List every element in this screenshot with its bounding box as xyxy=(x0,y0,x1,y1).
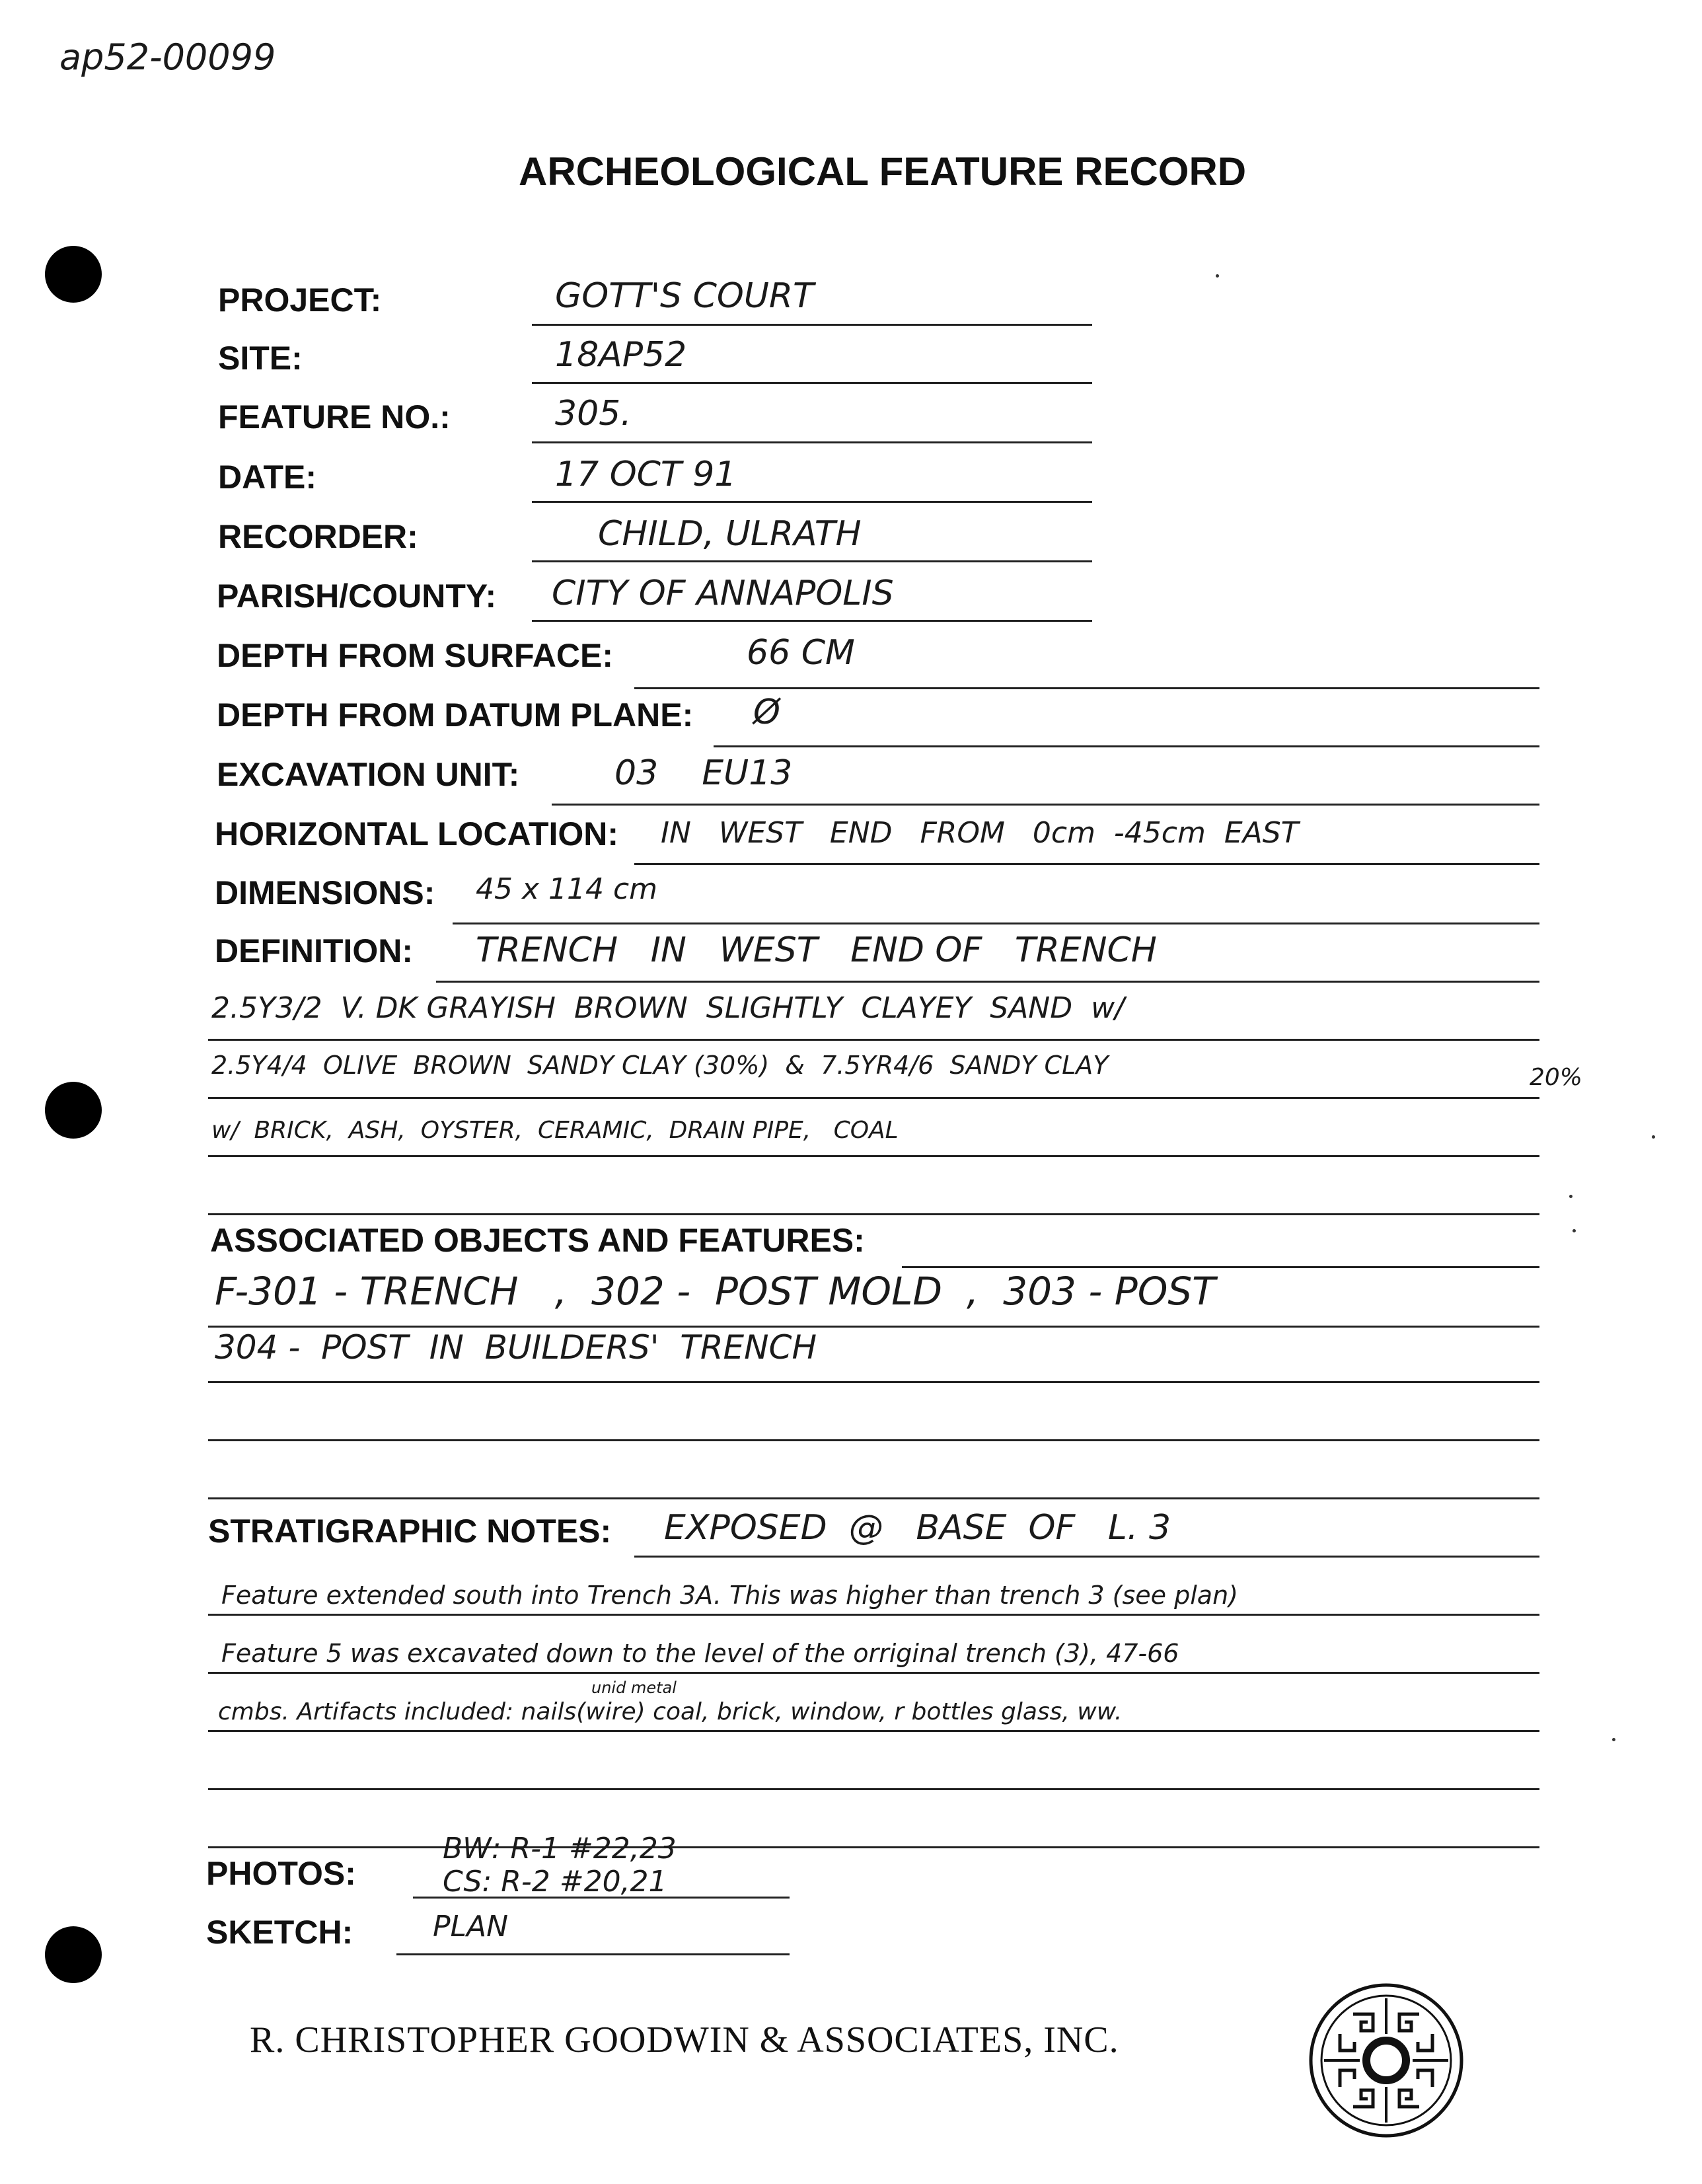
feature-no-label: FEATURE NO.: xyxy=(218,398,451,435)
date-underline xyxy=(532,501,1092,503)
excavation-unit-label: EXCAVATION UNIT: xyxy=(217,756,520,793)
speck xyxy=(1652,1135,1655,1139)
speck xyxy=(1612,1738,1615,1741)
depth-datum-value: Ø xyxy=(753,693,780,732)
company-name: R. CHRISTOPHER GOODWIN & ASSOCIATES, INC. xyxy=(250,2019,1119,2060)
project-label: PROJECT: xyxy=(218,282,382,319)
date-value: 17 OCT 91 xyxy=(555,455,737,494)
speck xyxy=(1216,274,1219,278)
stratigraphic-underline-1 xyxy=(208,1614,1539,1616)
stratigraphic-line-1: Feature extended south into Trench 3A. This was higher than trench 3 (see plan) xyxy=(221,1581,1238,1610)
excavation-unit-value: 03 EU13 xyxy=(614,753,793,793)
date-label: DATE: xyxy=(218,459,317,496)
definition-label: DEFINITION: xyxy=(215,932,413,969)
definition-line-3: 2.5Y4/4 OLIVE BROWN SANDY CLAY (30%) & 7.5YR4/6 SANDY CLAY xyxy=(211,1051,1109,1080)
definition-line-1: TRENCH IN WEST END OF TRENCH xyxy=(476,930,1157,970)
depth-surface-label: DEPTH FROM SURFACE: xyxy=(217,637,613,674)
parish-county-underline xyxy=(532,620,1092,622)
definition-line-3-note: 20% xyxy=(1530,1064,1583,1091)
site-label: SITE: xyxy=(218,340,303,377)
associated-underline-0 xyxy=(902,1266,1539,1268)
stratigraphic-line-3: cmbs. Artifacts included: nails(wire) coal, brick, window, r bottles glass, ww. xyxy=(218,1698,1123,1725)
definition-underline-4 xyxy=(208,1155,1539,1157)
stratigraphic-underline-4 xyxy=(208,1788,1539,1790)
definition-underline-3 xyxy=(208,1097,1539,1099)
recorder-value: CHILD, ULRATH xyxy=(598,514,862,554)
document-id: ap52-00099 xyxy=(59,36,276,78)
depth-surface-underline xyxy=(634,687,1539,689)
punch-hole-top xyxy=(45,246,102,303)
definition-underline-2 xyxy=(208,1039,1539,1041)
recorder-underline xyxy=(532,560,1092,562)
associated-underline-2 xyxy=(208,1381,1539,1383)
photos-underline xyxy=(413,1897,790,1899)
stratigraphic-underline-3 xyxy=(208,1730,1539,1732)
recorder-label: RECORDER: xyxy=(218,518,418,555)
photos-label: PHOTOS: xyxy=(206,1855,356,1892)
project-underline xyxy=(532,324,1092,326)
stratigraphic-line-3-insert: unid metal xyxy=(591,1678,677,1697)
excavation-unit-underline xyxy=(552,804,1539,806)
definition-line-2: 2.5Y3/2 V. DK GRAYISH BROWN SLIGHTLY CLAYEY SAND w/ xyxy=(211,991,1125,1025)
horizontal-location-value: IN WEST END FROM 0cm -45cm EAST xyxy=(661,816,1299,850)
feature-no-value: 305. xyxy=(555,394,632,433)
stratigraphic-underline-5 xyxy=(208,1846,1539,1848)
sketch-underline xyxy=(396,1953,790,1955)
depth-datum-underline xyxy=(714,745,1539,747)
sketch-label: SKETCH: xyxy=(206,1914,353,1951)
site-value: 18AP52 xyxy=(555,335,687,375)
definition-underline-1 xyxy=(436,981,1539,983)
form-title: ARCHEOLOGICAL FEATURE RECORD xyxy=(519,149,1247,194)
horizontal-location-underline xyxy=(634,863,1539,865)
dimensions-value: 45 x 114 cm xyxy=(476,872,658,906)
associated-line-1: F-301 - TRENCH , 302 - POST MOLD , 303 - POST xyxy=(215,1269,1216,1314)
stratigraphic-underline-0 xyxy=(634,1556,1539,1558)
stratigraphic-underline-2 xyxy=(208,1672,1539,1674)
associated-underline-3 xyxy=(208,1439,1539,1441)
stratigraphic-value: EXPOSED @ BASE OF L. 3 xyxy=(664,1508,1171,1548)
photos-cs: CS: R-2 #20,21 xyxy=(443,1865,667,1899)
depth-datum-label: DEPTH FROM DATUM PLANE: xyxy=(217,697,694,734)
company-logo-icon xyxy=(1307,1981,1465,2140)
project-value: GOTT'S COURT xyxy=(555,276,814,316)
parish-county-value: CITY OF ANNAPOLIS xyxy=(552,574,894,613)
speck xyxy=(1572,1229,1576,1232)
speck xyxy=(1569,1195,1572,1198)
associated-underline-4 xyxy=(208,1497,1539,1499)
photos-bw: BW: R-1 #22,23 xyxy=(443,1832,677,1865)
site-underline xyxy=(532,382,1092,384)
stratigraphic-label: STRATIGRAPHIC NOTES: xyxy=(208,1513,612,1550)
associated-underline-1 xyxy=(208,1326,1539,1328)
sketch-value: PLAN xyxy=(433,1910,509,1943)
punch-hole-middle xyxy=(45,1082,102,1139)
parish-county-label: PARISH/COUNTY: xyxy=(217,578,497,615)
punch-hole-bottom xyxy=(45,1926,102,1983)
horizontal-location-label: HORIZONTAL LOCATION: xyxy=(215,815,619,852)
dimensions-label: DIMENSIONS: xyxy=(215,874,435,911)
definition-underline-5 xyxy=(208,1213,1539,1215)
associated-line-2: 304 - POST IN BUILDERS' TRENCH xyxy=(215,1328,817,1367)
stratigraphic-line-2: Feature 5 was excavated down to the level of the orriginal trench (3), 47-66 xyxy=(221,1639,1179,1668)
dimensions-underline xyxy=(453,923,1539,924)
depth-surface-value: 66 CM xyxy=(747,633,855,673)
definition-line-4: w/ BRICK, ASH, OYSTER, CERAMIC, DRAIN PIPE, COAL xyxy=(211,1117,899,1144)
feature-no-underline xyxy=(532,441,1092,443)
associated-label: ASSOCIATED OBJECTS AND FEATURES: xyxy=(210,1222,865,1259)
